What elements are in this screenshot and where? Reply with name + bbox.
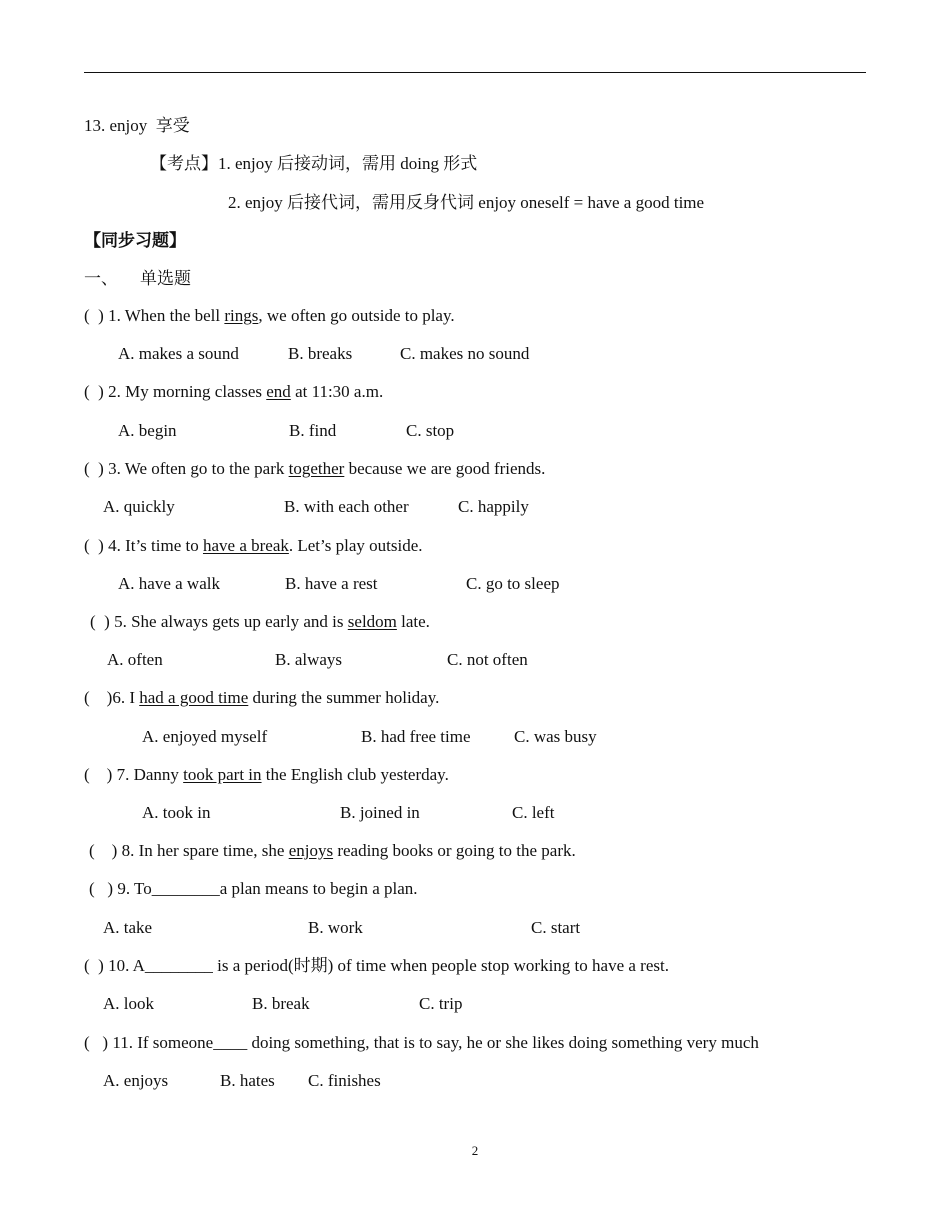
q1-option-b: B. breaks [288,344,353,363]
q11-option-b: B. hates [220,1071,275,1090]
question-text: ( ) 2. My morning classes [84,382,267,401]
q7-option-a: A. took in [142,803,211,822]
question-9: ( ) 9. To________a plan means to begin a plan. [89,879,418,898]
q11-option-c: C. finishes [308,1071,381,1090]
underlined-word: have a break [202,536,289,555]
q4-option-c: C. go to sleep [466,574,560,593]
question-3 [84,459,545,479]
q9-option-a: A. take [103,918,153,937]
section-heading: 【同步习题】 [84,231,186,250]
underlined-word: took part in [183,765,262,784]
key-point-1: 【考点】1. enjoy 后接动词，需用 doing 形式 [150,154,478,173]
question-11: ( ) 11. If someone____ doing something, that is to say, he or she likes doing something very much [84,1033,759,1052]
q7-option-c: C. left [512,803,555,822]
question-6 [84,688,439,708]
question-text: ( ) 3. We often go to the park [84,459,289,478]
underlined-word: rings [224,306,259,325]
q6-option-b: B. had free time [361,727,471,746]
question-text: ( ) 7. Danny [84,765,184,784]
header-rule [84,72,866,73]
question-8 [89,841,576,861]
q5-option-b: B. always [275,650,343,669]
question-text: late. [396,612,430,631]
vocab-title: 13. enjoy 享受 [84,116,190,135]
q2-option-a: A. begin [118,421,177,440]
page-number: 2 [471,1143,479,1158]
q10-option-b: B. break [252,994,310,1013]
q4-option-a: A. have a walk [118,574,220,593]
q1-option-a: A. makes a sound [118,344,239,363]
question-10: ( ) 10. A________ is a period(时期) of time when people stop working to have a rest. [84,956,669,975]
q5-option-c: C. not often [447,650,528,669]
question-text: ( )6. I [84,688,140,707]
question-text: reading books or going to the park. [333,841,576,860]
question-4 [84,536,423,556]
question-text: at 11:30 a.m. [290,382,384,401]
underlined-word: together [288,459,345,478]
question-7 [84,765,449,785]
question-2 [84,382,383,402]
question-text: , we often go outside to play. [258,306,455,325]
q3-option-a: A. quickly [103,497,175,516]
key-point-2: 2. enjoy 后接代词，需用反身代词 enjoy oneself = have a good time [228,193,705,212]
q3-option-b: B. with each other [284,497,409,516]
q11-option-a: A. enjoys [103,1071,169,1090]
question-text: ( ) 8. In her spare time, she [89,841,289,860]
question-text: ( ) 1. When the bell [84,306,225,325]
question-text: ( ) 5. She always gets up early and is [90,612,348,631]
subsection-title: 单选题 [140,269,191,288]
underlined-word: seldom [347,612,397,631]
q10-option-a: A. look [103,994,154,1013]
q3-option-c: C. happily [458,497,529,516]
q9-option-b: B. work [308,918,363,937]
q7-option-b: B. joined in [340,803,420,822]
question-text: during the summer holiday. [248,688,440,707]
underlined-word: end [266,382,291,401]
subsection-number: 一、 [84,269,118,288]
q1-option-c: C. makes no sound [400,344,530,363]
q5-option-a: A. often [107,650,163,669]
q2-option-c: C. stop [406,421,455,440]
q2-option-b: B. find [289,421,337,440]
question-1 [84,306,455,326]
underlined-word: had a good time [139,688,249,707]
question-text: the English club yesterday. [261,765,449,784]
q6-option-a: A. enjoyed myself [142,727,268,746]
question-text: ( ) 4. It’s time to [84,536,203,555]
question-text: because we are good friends. [344,459,546,478]
q6-option-c: C. was busy [514,727,597,746]
q4-option-b: B. have a rest [285,574,378,593]
underlined-word: enjoys [288,841,334,860]
question-text: . Let’s play outside. [288,536,423,555]
q10-option-c: C. trip [419,994,463,1013]
q9-option-c: C. start [531,918,581,937]
question-5 [90,612,430,632]
